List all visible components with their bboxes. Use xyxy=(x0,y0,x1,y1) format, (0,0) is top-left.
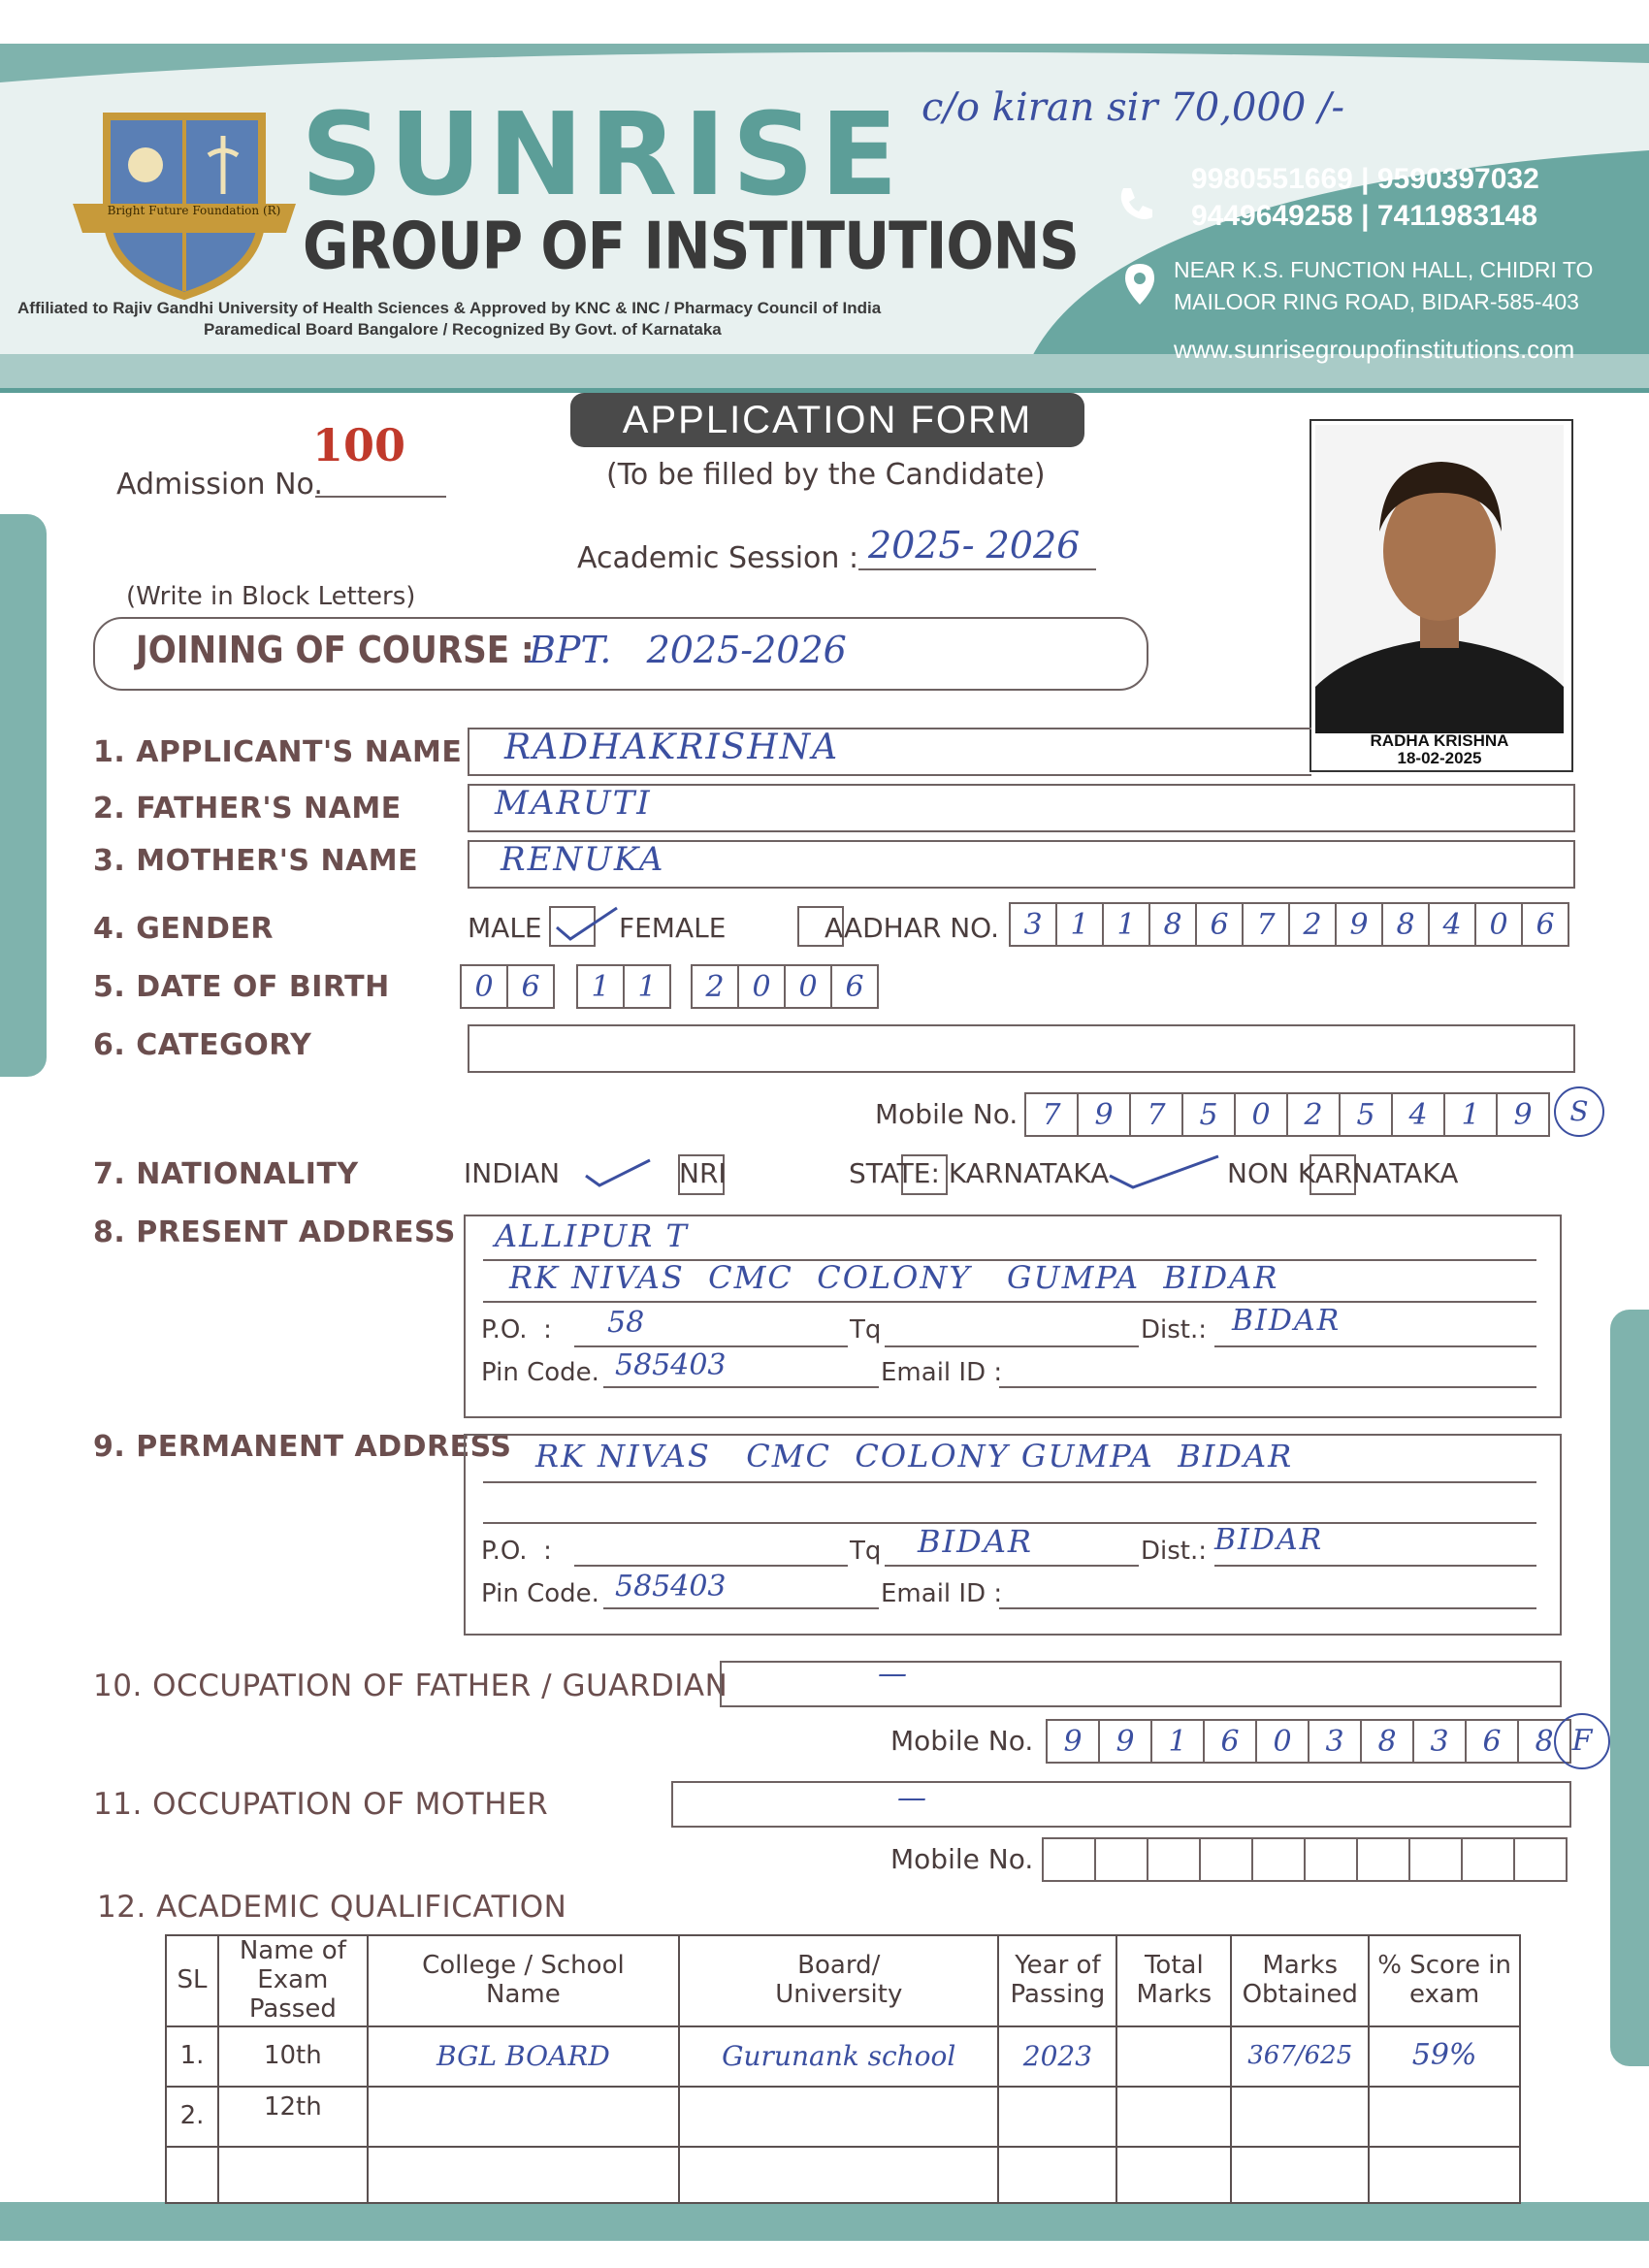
photo-caption-name: RADHA KRISHNA xyxy=(1370,731,1509,750)
brand-subtitle: GROUP OF INSTITUTIONS xyxy=(303,208,1079,284)
row3-board[interactable] xyxy=(679,2147,998,2203)
mobile-digit-cell: 1 xyxy=(1445,1094,1498,1135)
header-score: % Score in exam xyxy=(1369,1935,1520,2026)
applicant-photo xyxy=(1315,425,1564,733)
occupation-father-label: 10. OCCUPATION OF FATHER / GUARDIAN xyxy=(93,1669,728,1703)
present-email-rule xyxy=(999,1385,1536,1388)
row1-college[interactable]: BGL BOARD xyxy=(368,2026,679,2087)
brand-title: SUNRISE xyxy=(301,87,904,221)
father-mobile-digit-cell: 9 xyxy=(1048,1721,1100,1762)
permanent-address-label: 9. PERMANENT ADDRESS xyxy=(93,1430,512,1464)
mother-mobile-cells[interactable] xyxy=(1042,1837,1568,1882)
form-instruction: (To be filled by the Candidate) xyxy=(606,458,1046,492)
permanent-tq-label: Tq xyxy=(850,1537,882,1566)
header-board: Board/ University xyxy=(679,1935,998,2026)
aadhar-digit-cell: 6 xyxy=(1536,907,1555,942)
father-mobile-digit-cell: 0 xyxy=(1257,1721,1310,1762)
mobile-digit-cell: 9 xyxy=(1079,1094,1131,1135)
permanent-po-label: P.O. : xyxy=(481,1537,552,1566)
left-side-stripe xyxy=(0,514,47,1077)
dob-month-digit-cell: 1 xyxy=(578,966,625,1007)
mobile-note: S xyxy=(1554,1086,1604,1137)
male-check-icon xyxy=(553,900,621,943)
row1-year[interactable]: 2023 xyxy=(998,2026,1116,2087)
permanent-email-rule xyxy=(999,1606,1536,1609)
phones-line-1: 9980551669 | 9590397032 xyxy=(1191,163,1539,195)
academic-label: 12. ACADEMIC QUALIFICATION xyxy=(97,1890,567,1925)
permanent-tq-value[interactable]: BIDAR xyxy=(918,1523,1034,1560)
permanent-tq-rule xyxy=(885,1564,1139,1567)
father-mobile-cells[interactable] xyxy=(1046,1719,1571,1764)
dob-year-digit-cell: 2 xyxy=(693,966,739,1007)
female-label: FEMALE xyxy=(619,912,727,944)
permanent-pin-label: Pin Code. xyxy=(481,1579,599,1608)
occupation-father-field[interactable] xyxy=(720,1661,1562,1707)
aadhar-cells[interactable] xyxy=(1009,902,1569,947)
mobile-digit-cell: 0 xyxy=(1236,1094,1288,1135)
mother-mobile-digit-cell xyxy=(1358,1839,1410,1880)
aadhar-label: AADHAR NO. xyxy=(824,912,999,944)
mobile-digit-cell: 7 xyxy=(1131,1094,1183,1135)
row1-marks[interactable]: 367/625 xyxy=(1231,2026,1369,2087)
address-line-1: NEAR K.S. FUNCTION HALL, CHIDRI TO xyxy=(1174,257,1594,282)
permanent-dist-rule xyxy=(1214,1564,1536,1567)
form-title: APPLICATION FORM xyxy=(570,393,1084,447)
dob-year-cells[interactable] xyxy=(691,964,879,1009)
nri-label: NRI xyxy=(679,1157,727,1189)
occupation-father-value: — xyxy=(878,1657,907,1691)
karnataka-check-icon xyxy=(1106,1147,1222,1195)
category-field[interactable] xyxy=(468,1024,1575,1073)
table-row xyxy=(166,2147,1520,2203)
mother-mobile-digit-cell xyxy=(1148,1839,1201,1880)
row3-college[interactable] xyxy=(368,2147,679,2203)
present-dist-value[interactable]: BIDAR xyxy=(1232,1304,1342,1338)
session-line xyxy=(858,567,1096,570)
header-college: College / School Name xyxy=(368,1935,679,2026)
joining-course-value: BPT. 2025-2026 xyxy=(529,629,847,671)
mobile-digit-cell: 2 xyxy=(1288,1094,1341,1135)
non-karnataka-label: NON KARNATAKA xyxy=(1227,1157,1459,1189)
mother-mobile-digit-cell xyxy=(1463,1839,1515,1880)
row2-score[interactable] xyxy=(1369,2087,1520,2147)
aadhar-digit-cell: 0 xyxy=(1476,904,1523,945)
present-line-1[interactable]: ALLIPUR T xyxy=(495,1217,689,1254)
block-letters-note: (Write in Block Letters) xyxy=(126,582,416,611)
father-name-value: MARUTI xyxy=(495,784,652,823)
mother-mobile-digit-cell xyxy=(1515,1839,1566,1880)
mother-mobile-label: Mobile No. xyxy=(890,1843,1034,1875)
present-tq-rule xyxy=(885,1345,1139,1347)
present-email-label: Email ID : xyxy=(881,1358,1003,1387)
row3-marks[interactable] xyxy=(1231,2147,1369,2203)
row2-marks[interactable] xyxy=(1231,2087,1369,2147)
header-year: Year of Passing xyxy=(998,1935,1116,2026)
present-pin-value[interactable]: 585403 xyxy=(615,1348,727,1382)
phones-line-2: 9449649258 | 7411983148 xyxy=(1191,200,1538,232)
dob-label: 5. DATE OF BIRTH xyxy=(93,970,390,1004)
gender-label: 4. GENDER xyxy=(93,912,274,946)
mobile-digit-cell: 5 xyxy=(1183,1094,1236,1135)
dob-year-digit-cell: 6 xyxy=(845,969,864,1004)
handwritten-fee-note: c/o kiran sir 70,000 /- xyxy=(922,85,1344,130)
occupation-mother-label: 11. OCCUPATION OF MOTHER xyxy=(93,1787,549,1822)
category-label: 6. CATEGORY xyxy=(93,1028,312,1062)
header-sl: SL xyxy=(166,1935,218,2026)
mother-name-value: RENUKA xyxy=(501,840,665,879)
present-pin-rule xyxy=(603,1385,879,1388)
dob-year-digit-cell: 0 xyxy=(739,966,786,1007)
affiliation-line-1: Affiliated to Rajiv Gandhi University of Health Sciences & Approved by KNC & INC / Pharmacy Council of India xyxy=(17,299,882,317)
state-karnataka-label: STATE: KARNATAKA xyxy=(849,1157,1110,1189)
table-row xyxy=(166,2026,1520,2087)
mobile-label: Mobile No. xyxy=(875,1098,1018,1130)
indian-check-icon xyxy=(578,1150,656,1193)
logo-text: Bright Future Foundation (R) xyxy=(107,204,281,217)
academic-header-row xyxy=(166,1935,1520,2026)
occupation-mother-value: — xyxy=(897,1781,926,1815)
mobile-digit-cell: 5 xyxy=(1341,1094,1393,1135)
indian-label: INDIAN xyxy=(464,1157,561,1189)
header-marks: Marks Obtained xyxy=(1231,1935,1369,2026)
dob-day-digit-cell: 0 xyxy=(462,966,508,1007)
permanent-email-label: Email ID : xyxy=(881,1579,1003,1608)
header-total: Total Marks xyxy=(1116,1935,1231,2026)
session-label: Academic Session : xyxy=(577,541,859,575)
dob-day-digit-cell: 6 xyxy=(521,969,540,1004)
mobile-cells[interactable] xyxy=(1024,1092,1550,1137)
table-row xyxy=(166,2087,1520,2147)
row3-year[interactable] xyxy=(998,2147,1116,2203)
father-mobile-digit-cell: 8 xyxy=(1535,1724,1554,1759)
admission-value: 100 xyxy=(312,419,406,471)
mother-name-label: 3. MOTHER'S NAME xyxy=(93,844,419,878)
aadhar-digit-cell: 4 xyxy=(1430,904,1476,945)
admission-label: Admission No. xyxy=(116,468,323,502)
aadhar-digit-cell: 1 xyxy=(1057,904,1104,945)
header-exam: Name of Exam Passed xyxy=(218,1935,368,2026)
phone-icon xyxy=(1114,182,1156,225)
present-po-value[interactable]: 58 xyxy=(607,1306,645,1340)
permanent-pin-rule xyxy=(603,1606,879,1609)
nationality-label: 7. NATIONALITY xyxy=(93,1157,359,1191)
aadhar-digit-cell: 7 xyxy=(1244,904,1290,945)
dob-month-cells[interactable] xyxy=(576,964,671,1009)
admission-line xyxy=(315,495,446,498)
row1-board[interactable]: Gurunank school xyxy=(679,2026,998,2087)
aadhar-digit-cell: 2 xyxy=(1290,904,1337,945)
present-dist-label: Dist.: xyxy=(1141,1315,1208,1345)
footer-band xyxy=(0,2202,1649,2241)
father-name-label: 2. FATHER'S NAME xyxy=(93,792,402,826)
dob-day-cells[interactable] xyxy=(460,964,555,1009)
row3-total[interactable] xyxy=(1116,2147,1231,2203)
row3-exam xyxy=(218,2147,368,2203)
permanent-line-1[interactable]: RK NIVAS CMC COLONY GUMPA BIDAR xyxy=(535,1438,1294,1474)
mobile-digit-cell: 4 xyxy=(1393,1094,1445,1135)
applicant-name-label: 1. APPLICANT'S NAME xyxy=(93,735,463,769)
father-mobile-digit-cell: 1 xyxy=(1152,1721,1205,1762)
dob-year-digit-cell: 0 xyxy=(786,966,832,1007)
permanent-pin-value[interactable]: 585403 xyxy=(615,1570,727,1604)
father-mobile-label: Mobile No. xyxy=(890,1725,1034,1757)
applicant-name-value: RADHAKRISHNA xyxy=(504,728,840,767)
father-mobile-digit-cell: 8 xyxy=(1362,1721,1414,1762)
permanent-line-1-rule xyxy=(483,1480,1536,1483)
row1-total[interactable] xyxy=(1116,2026,1231,2087)
permanent-dist-label: Dist.: xyxy=(1141,1537,1208,1566)
father-mobile-digit-cell: 3 xyxy=(1310,1721,1362,1762)
mother-mobile-digit-cell xyxy=(1044,1839,1096,1880)
mobile-digit-cell: 7 xyxy=(1026,1094,1079,1135)
present-dist-rule xyxy=(1214,1345,1536,1347)
right-side-stripe xyxy=(1610,1310,1649,2066)
affiliation-line-2: Paramedical Board Bangalore / Recognized By Govt. of Karnataka xyxy=(204,320,722,339)
mobile-digit-cell: 9 xyxy=(1513,1097,1533,1132)
row3-sl xyxy=(166,2147,218,2203)
session-value[interactable]: 2025- 2026 xyxy=(868,524,1081,567)
aadhar-digit-cell: 6 xyxy=(1197,904,1244,945)
academic-table xyxy=(165,1934,1521,2204)
father-mobile-digit-cell: 9 xyxy=(1100,1721,1152,1762)
mother-mobile-digit-cell xyxy=(1410,1839,1463,1880)
row3-score[interactable] xyxy=(1369,2147,1520,2203)
father-mobile-digit-cell: 3 xyxy=(1414,1721,1467,1762)
row2-board[interactable] xyxy=(679,2087,998,2147)
photo-caption-date: 18-02-2025 xyxy=(1397,749,1482,767)
father-mobile-digit-cell: 6 xyxy=(1467,1721,1519,1762)
father-mobile-note: F xyxy=(1554,1713,1610,1769)
aadhar-digit-cell: 8 xyxy=(1383,904,1430,945)
joining-course-label: JOINING OF COURSE : xyxy=(136,629,534,671)
row1-sl: 1. xyxy=(166,2026,218,2087)
present-po-rule xyxy=(574,1345,848,1347)
present-tq-label: Tq xyxy=(850,1315,882,1345)
website: www.sunrisegroupofinstitutions.com xyxy=(1174,335,1575,364)
dob-month-digit-cell: 1 xyxy=(637,969,657,1004)
mother-mobile-digit-cell xyxy=(1201,1839,1253,1880)
present-line-2[interactable]: RK NIVAS CMC COLONY GUMPA BIDAR xyxy=(509,1259,1279,1296)
present-pin-label: Pin Code. xyxy=(481,1358,599,1387)
permanent-po-rule xyxy=(574,1564,848,1567)
row2-year[interactable] xyxy=(998,2087,1116,2147)
row1-exam: 10th xyxy=(218,2026,368,2087)
present-address-label: 8. PRESENT ADDRESS xyxy=(93,1215,456,1249)
aadhar-digit-cell: 8 xyxy=(1150,904,1197,945)
father-mobile-digit-cell: 6 xyxy=(1205,1721,1257,1762)
aadhar-digit-cell: 3 xyxy=(1011,904,1057,945)
present-po-label: P.O. : xyxy=(481,1315,552,1345)
male-label: MALE xyxy=(468,912,542,944)
mother-mobile-digit-cell xyxy=(1253,1839,1306,1880)
address-line-2: MAILOOR RING ROAD, BIDAR-585-403 xyxy=(1174,289,1579,314)
present-line-2-rule xyxy=(483,1300,1536,1303)
aadhar-digit-cell: 9 xyxy=(1337,904,1383,945)
mother-mobile-digit-cell xyxy=(1306,1839,1358,1880)
occupation-mother-field[interactable] xyxy=(671,1781,1571,1828)
row2-total[interactable] xyxy=(1116,2087,1231,2147)
row2-exam: 12th xyxy=(218,2087,368,2147)
mother-mobile-digit-cell xyxy=(1096,1839,1148,1880)
row1-score[interactable]: 59% xyxy=(1369,2026,1520,2087)
row2-college[interactable] xyxy=(368,2087,679,2147)
row2-sl: 2. xyxy=(166,2087,218,2147)
permanent-dist-value[interactable]: BIDAR xyxy=(1214,1523,1324,1557)
aadhar-digit-cell: 1 xyxy=(1104,904,1150,945)
location-pin-icon xyxy=(1123,262,1156,307)
